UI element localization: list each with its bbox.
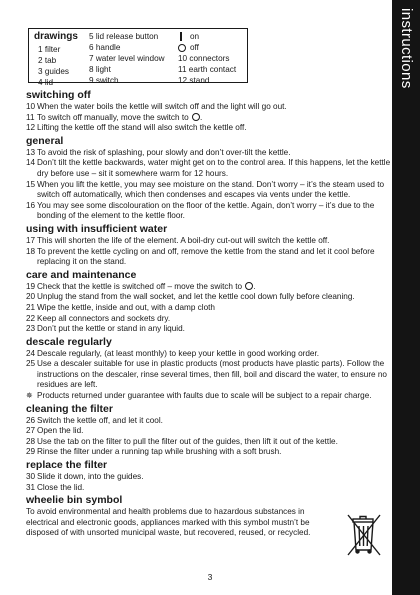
drawings-column-2: [89, 31, 165, 86]
section-heading-descale: descale regularly: [26, 335, 112, 348]
paragraph-12: 12 Lifting the kettle off the stand will also switch the kettle off.: [26, 123, 247, 133]
off-symbol-icon: [192, 113, 200, 121]
drawings-column-3: [178, 31, 236, 86]
paragraph-10: 10 When the water boils the kettle will switch off and the light will go out.: [26, 102, 287, 111]
section-heading-care: care and maintenance: [26, 268, 137, 281]
paragraph-30: 30 Slide it down, into the guides.: [26, 472, 144, 482]
page-number: 3: [207, 572, 213, 582]
paragraph-24: 24 Descale regularly, (at least monthly) to keep your kettle in good working order.: [26, 348, 319, 358]
drawings-column-1: [34, 31, 78, 88]
legend-item: 5 lid release button: [89, 32, 159, 41]
legend-item: 10 connectors: [178, 54, 230, 63]
wheelie-bin-text: To avoid environmental and health problems due to hazardous substances in electrical and electronic goods, appliances marked with this symbol mustn’t be disposed of with unsorted municipal waste, but recovered, reused, or recycled.: [26, 507, 311, 538]
section-heading-replace-filter: replace the filter: [26, 459, 108, 472]
paragraph-13: 13 To avoid the risk of splashing, pour slowly and don’t over-tilt the kettle.: [26, 147, 291, 157]
legend-off: off: [178, 42, 236, 53]
legend-item: 4 lid: [38, 78, 54, 87]
legend-item: 8 light: [89, 65, 111, 74]
paragraph-19: 19 Check that the kettle is switched off – move the switch to .: [26, 281, 256, 291]
section-heading-general: general: [26, 134, 64, 147]
paragraph-28: 28 Use the tab on the filter to pull the filter out of the guides, then lift it out of the kettle.: [26, 436, 338, 446]
section-heading-insufficient-water: using with insufficient water: [26, 222, 168, 235]
paragraph-16: 16 You may see some discolouration on the floor of the kettle. Again, don’t worry – it’s due to the bonding of the element to the kettle floor.: [26, 200, 375, 221]
descale-note: ✵ Products returned under guarantee with faults due to scale will be subject to a repair charge.: [26, 391, 372, 401]
section-heading-wheelie-bin: wheelie bin symbol: [26, 494, 123, 507]
legend-item: 7 water level window: [89, 54, 165, 63]
paragraph-15: 15 When you lift the kettle, you may see moisture on the stand. Don’t worry – it’s the steam used to switch off automatically, which then condenses and escapes via vents under the kettle.: [26, 179, 385, 200]
side-tab-label: instructions: [398, 8, 415, 89]
warning-star-icon: ✵: [26, 391, 33, 401]
paragraph-22: 22 Keep all connectors and sockets dry.: [26, 313, 171, 323]
drawings-title: drawings: [34, 31, 78, 42]
paragraph-23: 23 Don’t put the kettle or stand in any liquid.: [26, 324, 185, 334]
paragraph-21: 21 Wipe the kettle, inside and out, with a damp cloth: [26, 302, 215, 312]
crossed-wheelie-bin-icon: [344, 513, 384, 559]
paragraph-14: 14 Don’t tilt the kettle backwards, water might get on to the control area. If this happens, let the kettle dry before use – sit it somewhere warm for 12 hours.: [26, 158, 391, 178]
legend-item: 12 stand: [178, 76, 210, 85]
off-symbol-icon: [178, 44, 186, 52]
paragraph-27: 27 Open the lid.: [26, 426, 84, 436]
paragraph-20: 20 Unplug the stand from the wall socket, and let the kettle cool down fully before cleaning.: [26, 292, 355, 302]
side-tab: [392, 0, 420, 595]
paragraph-31: 31 Close the lid.: [26, 482, 85, 492]
legend-on: on: [178, 31, 236, 42]
section-heading-cleaning-filter: cleaning the filter: [26, 402, 113, 415]
paragraph-25: 25 Use a descaler suitable for use in plastic products (most products have plastic parts). Follow the instructions on the descaler, rinse several times, then fill, boil and discard the water, to ensure no residues are left.: [26, 359, 387, 390]
on-symbol-icon: [178, 32, 184, 41]
legend-item: 6 handle: [89, 43, 121, 52]
paragraph-29: 29 Rinse the filter under a running tap while brushing with a soft brush.: [26, 447, 282, 457]
legend-item: 1 filter: [38, 45, 61, 54]
drawings-legend: [28, 28, 248, 87]
paragraph-17: 17 This will shorten the life of the element. A boil-dry cut-out will switch the kettle off.: [26, 235, 330, 245]
section-heading-switching-off: switching off: [26, 89, 91, 101]
instructions-content: [26, 88, 394, 539]
legend-item: 11 earth contact: [178, 65, 237, 74]
paragraph-18: 18 To prevent the kettle cycling on and off, remove the kettle from the stand and let it cool before replacing it on the stand.: [26, 246, 375, 267]
legend-item: 2 tab: [38, 56, 57, 65]
legend-item: 9 switch: [89, 76, 119, 85]
paragraph-26: 26 Switch the kettle off, and let it cool.: [26, 415, 163, 425]
paragraph-11: 11 To switch off manually, move the switch to .: [26, 112, 203, 122]
legend-item: 3 guides: [38, 67, 69, 76]
